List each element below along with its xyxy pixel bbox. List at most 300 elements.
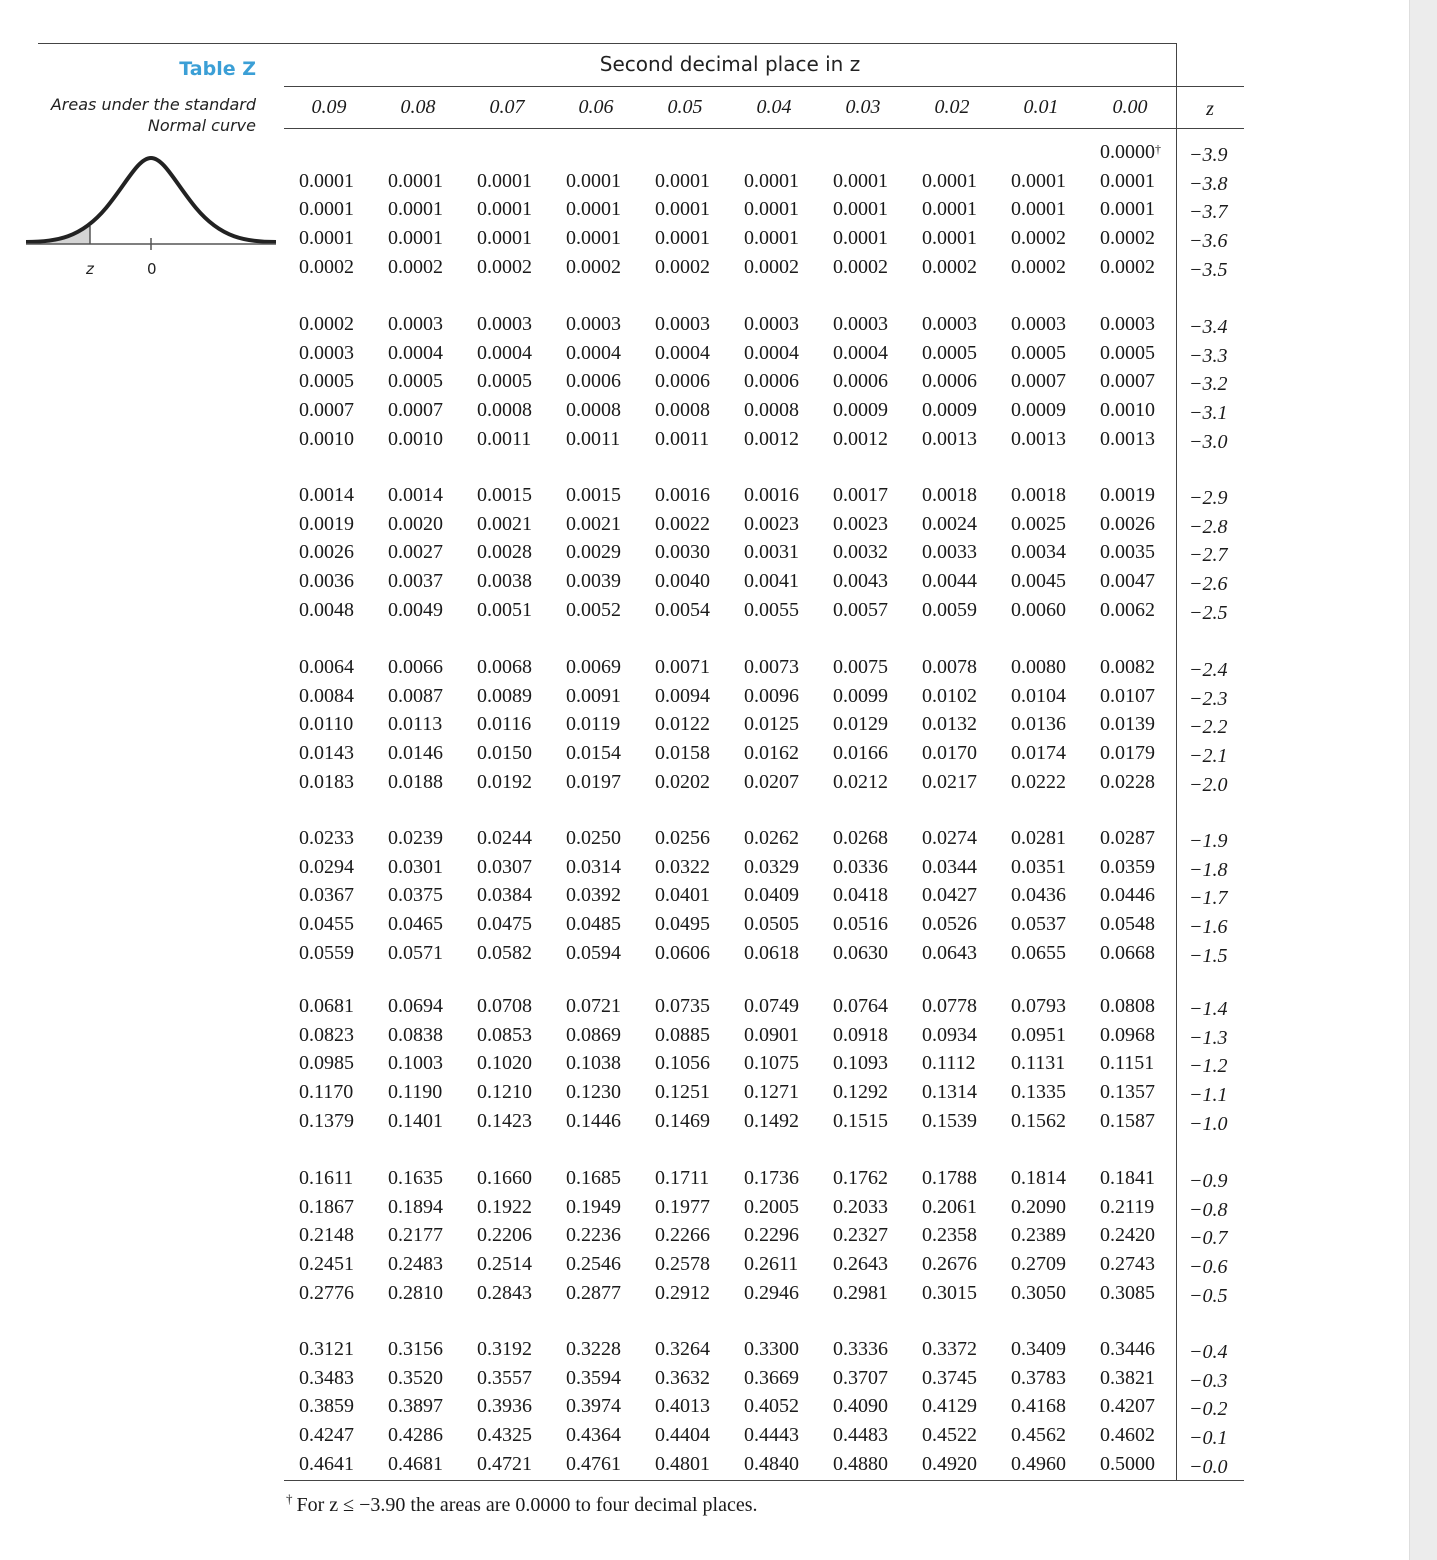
bottom-rule — [284, 1480, 1244, 1481]
table-cell: 0.3300 — [744, 1338, 799, 1360]
table-cell: 0.0001 — [922, 198, 977, 221]
table-cell: 0.0014 — [388, 484, 443, 506]
table-cell: 0.1335 — [1011, 1081, 1066, 1104]
table-cell: 0.0001 — [744, 169, 799, 192]
table-cell: 0.0150 — [477, 742, 532, 765]
table-cell: 0.0002 — [477, 255, 532, 278]
table-cell: 0.0038 — [477, 570, 532, 593]
table-title: Table Z — [179, 58, 256, 80]
table-cell: 0.0023 — [833, 512, 888, 535]
table-cell: 0.0001 — [299, 227, 354, 250]
table-cell: 0.3632 — [655, 1366, 710, 1389]
table-cell: 0.1357 — [1100, 1081, 1155, 1104]
scrollbar[interactable] — [1409, 0, 1437, 1560]
table-cell: 0.2033 — [833, 1195, 888, 1218]
table-cell: 0.0021 — [477, 512, 532, 535]
table-cell: 0.1056 — [655, 1052, 710, 1075]
table-cell: 0.0571 — [388, 941, 443, 964]
table-cell: 0.0166 — [833, 742, 888, 765]
table-cell: 0.5000 — [1100, 1452, 1155, 1475]
table-cell: 0.1611 — [299, 1167, 354, 1189]
heading-rule — [284, 86, 1244, 87]
table-cell: 0.0004 — [655, 341, 710, 364]
table-cell: 0.0548 — [1100, 913, 1155, 936]
table-cell: 0.0001 — [1011, 169, 1066, 192]
table-cell: 0.0003 — [744, 313, 799, 335]
table-cell: 0.3372 — [922, 1338, 977, 1360]
table-cell: 0.1003 — [388, 1052, 443, 1075]
table-cell: 0.2946 — [744, 1281, 799, 1304]
z-row-label: −3.9 — [1189, 144, 1228, 166]
table-cell: 0.0392 — [566, 884, 621, 907]
table-cell: 0.0001 — [1100, 198, 1155, 221]
table-cell: 0.1038 — [566, 1052, 621, 1075]
table-cell: 0.2810 — [388, 1281, 443, 1304]
table-cell: 0.0017 — [833, 484, 888, 506]
table-cell: 0.4602 — [1100, 1424, 1155, 1447]
z-row-label: −1.9 — [1189, 830, 1228, 852]
curve-z-label: z — [86, 260, 94, 278]
table-cell: 0.1314 — [922, 1081, 977, 1104]
table-cell: 0.0344 — [922, 855, 977, 878]
table-cell: 0.2061 — [922, 1195, 977, 1218]
table-cell: 0.2148 — [299, 1224, 354, 1247]
table-cell: 0.0618 — [744, 941, 799, 964]
table-cell: 0.1230 — [566, 1081, 621, 1104]
table-cell: 0.0968 — [1100, 1023, 1155, 1046]
table-cell: 0.0068 — [477, 656, 532, 678]
table-cell: 0.0262 — [744, 827, 799, 849]
table-cell: 0.1762 — [833, 1167, 888, 1189]
table-cell: 0.0307 — [477, 855, 532, 878]
dagger-mark: † — [1155, 142, 1161, 156]
table-cell: 0.0010 — [1100, 399, 1155, 422]
table-cell: 0.0099 — [833, 684, 888, 707]
table-cell: 0.0655 — [1011, 941, 1066, 964]
table-cell: 0.0643 — [922, 941, 977, 964]
table-cell: 0.0002 — [1011, 227, 1066, 250]
table-cell: 0.1587 — [1100, 1109, 1155, 1132]
table-cell: 0.4013 — [655, 1395, 710, 1418]
table-cell: 0.3745 — [922, 1366, 977, 1389]
z-row-label: −1.2 — [1189, 1055, 1228, 1078]
table-cell: 0.0001 — [655, 169, 710, 192]
table-cell: 0.4721 — [477, 1452, 532, 1475]
table-cell: 0.0005 — [1011, 341, 1066, 364]
table-cell: 0.0002 — [655, 255, 710, 278]
table-cell: 0.1075 — [744, 1052, 799, 1075]
table-cell: 0.0359 — [1100, 855, 1155, 878]
column-header: 0.06 — [578, 96, 614, 118]
table-cell: 0.0006 — [744, 370, 799, 393]
table-cell: 0.0001 — [566, 198, 621, 221]
table-cell: 0.1492 — [744, 1109, 799, 1132]
table-cell: 0.0202 — [655, 770, 710, 793]
table-cell: 0.0041 — [744, 570, 799, 593]
table-cell: 0.0154 — [566, 742, 621, 765]
bell-curve — [26, 158, 276, 242]
table-cell: 0.0170 — [922, 742, 977, 765]
table-cell: 0.0055 — [744, 598, 799, 621]
table-cell: 0.0329 — [744, 855, 799, 878]
table-cell: 0.0023 — [744, 512, 799, 535]
table-cell: 0.0018 — [922, 484, 977, 506]
column-header: 0.07 — [489, 96, 525, 118]
z-row-label: −3.2 — [1189, 373, 1228, 396]
table-cell: 0.1867 — [299, 1195, 354, 1218]
table-cell: 0.3050 — [1011, 1281, 1066, 1304]
table-cell: 0.0001 — [922, 169, 977, 192]
table-cell: 0.1190 — [388, 1081, 443, 1104]
table-cell: 0.0037 — [388, 570, 443, 593]
table-cell: 0.0197 — [566, 770, 621, 793]
table-cell: 0.1131 — [1011, 1052, 1066, 1075]
table-cell: 0.4920 — [922, 1452, 977, 1475]
table-cell: 0.3228 — [566, 1338, 621, 1360]
table-cell: 0.1711 — [655, 1167, 710, 1189]
table-cell: 0.0217 — [922, 770, 977, 793]
table-cell: 0.0721 — [566, 995, 621, 1017]
table-cell: 0.1469 — [655, 1109, 710, 1132]
z-row-label: −1.4 — [1189, 998, 1228, 1020]
table-cell: 0.0001 — [1011, 198, 1066, 221]
table-cell: 0.3821 — [1100, 1366, 1155, 1389]
table-cell: 0.1977 — [655, 1195, 710, 1218]
table-cell: 0.0036 — [299, 570, 354, 593]
table-cell: 0.4052 — [744, 1395, 799, 1418]
table-cell: 0.0027 — [388, 541, 443, 564]
table-cell: 0.4483 — [833, 1424, 888, 1447]
table-cell: 0.0122 — [655, 713, 710, 736]
table-cell: 0.0026 — [1100, 512, 1155, 535]
table-cell: 0.0007 — [1011, 370, 1066, 393]
table-cell: 0.4562 — [1011, 1424, 1066, 1447]
table-cell: 0.2420 — [1100, 1224, 1155, 1247]
curve-zero-label: 0 — [147, 260, 157, 278]
table-cell: 0.1949 — [566, 1195, 621, 1218]
table-cell: 0.0002 — [388, 255, 443, 278]
table-cell: 0.0793 — [1011, 995, 1066, 1017]
z-row-label: −3.7 — [1189, 201, 1228, 224]
table-cell: 0.2236 — [566, 1224, 621, 1247]
table-cell: 0.0004 — [744, 341, 799, 364]
table-cell: 0.0465 — [388, 913, 443, 936]
table-cell: 0.0047 — [1100, 570, 1155, 593]
table-cell: 0.0005 — [299, 370, 354, 393]
table-cell: 0.2611 — [744, 1253, 799, 1276]
table-cell: 0.2709 — [1011, 1253, 1066, 1276]
table-cell: 0.4522 — [922, 1424, 977, 1447]
table-cell: 0.0010 — [299, 427, 354, 450]
table-cell: 0.2483 — [388, 1253, 443, 1276]
table-cell: 0.1446 — [566, 1109, 621, 1132]
table-cell: 0.0001 — [388, 169, 443, 192]
table-cell: 0.1292 — [833, 1081, 888, 1104]
table-cell: 0.0034 — [1011, 541, 1066, 564]
table-cell: 0.4325 — [477, 1424, 532, 1447]
table-cell: 0.0505 — [744, 913, 799, 936]
table-cell: 0.0069 — [566, 656, 621, 678]
table-cell: 0.0001 — [299, 169, 354, 192]
table-cell: 0.0336 — [833, 855, 888, 878]
table-cell: 0.0043 — [833, 570, 888, 593]
table-cell: 0.1210 — [477, 1081, 532, 1104]
table-cell: 0.2005 — [744, 1195, 799, 1218]
table-cell: 0.4840 — [744, 1452, 799, 1475]
table-cell: 0.4129 — [922, 1395, 977, 1418]
table-cell: 0.0823 — [299, 1023, 354, 1046]
table-cell: 0.1251 — [655, 1081, 710, 1104]
table-cell: 0.4404 — [655, 1424, 710, 1447]
z-row-label: −3.0 — [1189, 430, 1228, 453]
table-cell: 0.0082 — [1100, 656, 1155, 678]
z-row-label: −3.6 — [1189, 230, 1228, 253]
z-row-label: −0.7 — [1189, 1227, 1228, 1250]
table-cell: 0.0025 — [1011, 512, 1066, 535]
column-header: 0.09 — [311, 96, 347, 118]
table-cell: 0.0606 — [655, 941, 710, 964]
table-cell: 0.0367 — [299, 884, 354, 907]
table-cell: 0.2296 — [744, 1224, 799, 1247]
table-cell: 0.3783 — [1011, 1366, 1066, 1389]
table-cell: 0.1271 — [744, 1081, 799, 1104]
table-cell: 0.0268 — [833, 827, 888, 849]
table-cell: 0.0012 — [744, 427, 799, 450]
table-cell: 0.0001 — [922, 227, 977, 250]
table-cell: 0.0129 — [833, 713, 888, 736]
table-cell: 0.0029 — [566, 541, 621, 564]
column-header: 0.02 — [934, 96, 970, 118]
table-cell: 0.1562 — [1011, 1109, 1066, 1132]
table-cell: 0.2776 — [299, 1281, 354, 1304]
table-cell: 0.3594 — [566, 1366, 621, 1389]
table-cell: 0.1736 — [744, 1167, 799, 1189]
table-cell: 0.0735 — [655, 995, 710, 1017]
table-cell: 0.0011 — [477, 427, 532, 450]
table-cell: 0.3936 — [477, 1395, 532, 1418]
table-cell: 0.1401 — [388, 1109, 443, 1132]
table-cell: 0.2389 — [1011, 1224, 1066, 1247]
table-cell: 0.0019 — [299, 512, 354, 535]
second-decimal-heading: Second decimal place in z — [599, 52, 861, 76]
top-rule-main — [284, 43, 1176, 44]
table-cell: 0.0003 — [299, 341, 354, 364]
table-cell: 0.0004 — [388, 341, 443, 364]
table-cell: 0.0004 — [833, 341, 888, 364]
table-cell: 0.0005 — [1100, 341, 1155, 364]
table-cell: 0.0011 — [655, 427, 710, 450]
table-cell: 0.0002 — [299, 313, 354, 335]
table-cell: 0.4207 — [1100, 1395, 1155, 1418]
z-row-label: −0.8 — [1189, 1198, 1228, 1221]
z-column-header: z — [1206, 98, 1214, 120]
table-cell: 0.1515 — [833, 1109, 888, 1132]
table-cell: 0.0008 — [566, 399, 621, 422]
table-cell: 0.0005 — [922, 341, 977, 364]
z-row-label: −1.3 — [1189, 1026, 1228, 1049]
table-cell: 0.2843 — [477, 1281, 532, 1304]
z-row-label: −2.1 — [1189, 745, 1228, 768]
footnote-mark: † — [286, 1491, 293, 1506]
table-cell: 0.0885 — [655, 1023, 710, 1046]
table-cell: 0.0136 — [1011, 713, 1066, 736]
table-cell: 0.0495 — [655, 913, 710, 936]
table-cell: 0.0401 — [655, 884, 710, 907]
table-cell: 0.0207 — [744, 770, 799, 793]
table-cell: 0.0013 — [1100, 427, 1155, 450]
table-cell: 0.2327 — [833, 1224, 888, 1247]
z-row-label: −2.6 — [1189, 573, 1228, 596]
table-cell: 0.2090 — [1011, 1195, 1066, 1218]
table-cell: 0.0436 — [1011, 884, 1066, 907]
table-cell: 0.0475 — [477, 913, 532, 936]
table-cell: 0.4090 — [833, 1395, 888, 1418]
table-cell: 0.0004 — [477, 341, 532, 364]
table-cell: 0.0244 — [477, 827, 532, 849]
table-cell: 0.0013 — [922, 427, 977, 450]
table-cell: 0.1635 — [388, 1167, 443, 1189]
table-cell: 0.0274 — [922, 827, 977, 849]
z-row-label: −2.9 — [1189, 487, 1228, 509]
table-cell: 0.0000† — [1100, 141, 1161, 163]
table-cell: 0.0075 — [833, 656, 888, 678]
table-cell: 0.4761 — [566, 1452, 621, 1475]
table-cell: 0.0559 — [299, 941, 354, 964]
table-cell: 0.2546 — [566, 1253, 621, 1276]
table-cell: 0.2206 — [477, 1224, 532, 1247]
table-cell: 0.0002 — [1011, 255, 1066, 278]
table-cell: 0.3192 — [477, 1338, 532, 1360]
column-header: 0.01 — [1023, 96, 1059, 118]
table-cell: 0.0044 — [922, 570, 977, 593]
table-cell: 0.0174 — [1011, 742, 1066, 765]
table-cell: 0.4168 — [1011, 1395, 1066, 1418]
table-cell: 0.0808 — [1100, 995, 1155, 1017]
table-cell: 0.0116 — [477, 713, 532, 736]
z-row-label: −2.7 — [1189, 544, 1228, 567]
table-cell: 0.0668 — [1100, 941, 1155, 964]
z-row-label: −1.0 — [1189, 1112, 1228, 1135]
table-cell: 0.0089 — [477, 684, 532, 707]
table-cell: 0.2358 — [922, 1224, 977, 1247]
column-header: 0.03 — [845, 96, 881, 118]
table-cell: 0.0060 — [1011, 598, 1066, 621]
table-cell: 0.0049 — [388, 598, 443, 621]
table-cell: 0.0002 — [922, 255, 977, 278]
z-row-label: −0.3 — [1189, 1369, 1228, 1392]
table-cell: 0.0001 — [744, 198, 799, 221]
table-cell: 0.0778 — [922, 995, 977, 1017]
table-cell: 0.0014 — [299, 484, 354, 506]
table-cell: 0.0080 — [1011, 656, 1066, 678]
table-cell: 0.0113 — [388, 713, 443, 736]
table-cell: 0.0838 — [388, 1023, 443, 1046]
table-cell: 0.0212 — [833, 770, 888, 793]
table-cell: 0.0059 — [922, 598, 977, 621]
footnote — [286, 1491, 758, 1517]
table-cell: 0.0009 — [1011, 399, 1066, 422]
table-cell: 0.0001 — [388, 198, 443, 221]
table-cell: 0.0066 — [388, 656, 443, 678]
table-cell: 0.0001 — [566, 227, 621, 250]
table-cell: 0.4681 — [388, 1452, 443, 1475]
table-cell: 0.0007 — [1100, 370, 1155, 393]
table-cell: 0.0001 — [1100, 169, 1155, 192]
table-cell: 0.0107 — [1100, 684, 1155, 707]
table-cell: 0.0853 — [477, 1023, 532, 1046]
table-cell: 0.0051 — [477, 598, 532, 621]
table-cell: 0.0094 — [655, 684, 710, 707]
table-cell: 0.3121 — [299, 1338, 354, 1360]
table-cell: 0.0008 — [655, 399, 710, 422]
table-cell: 0.4641 — [299, 1452, 354, 1475]
table-cell: 0.0030 — [655, 541, 710, 564]
table-cell: 0.3859 — [299, 1395, 354, 1418]
table-cell: 0.1660 — [477, 1167, 532, 1189]
table-cell: 0.0188 — [388, 770, 443, 793]
table-cell: 0.0012 — [833, 427, 888, 450]
table-cell: 0.3085 — [1100, 1281, 1155, 1304]
z-row-label: −0.5 — [1189, 1284, 1228, 1307]
table-cell: 0.1788 — [922, 1167, 977, 1189]
table-cell: 0.2578 — [655, 1253, 710, 1276]
table-cell: 0.0139 — [1100, 713, 1155, 736]
table-cell: 0.0010 — [388, 427, 443, 450]
table-cell: 0.3156 — [388, 1338, 443, 1360]
z-row-label: −3.1 — [1189, 402, 1228, 425]
table-cell: 0.0003 — [833, 313, 888, 335]
table-cell: 0.0537 — [1011, 913, 1066, 936]
z-row-label: −0.9 — [1189, 1170, 1228, 1192]
table-cell: 0.0003 — [477, 313, 532, 335]
table-cell: 0.0233 — [299, 827, 354, 849]
table-cell: 0.0021 — [566, 512, 621, 535]
table-cell: 0.0006 — [922, 370, 977, 393]
table-cell: 0.1020 — [477, 1052, 532, 1075]
table-cell: 0.0003 — [566, 313, 621, 335]
table-cell: 0.0071 — [655, 656, 710, 678]
table-cell: 0.0322 — [655, 855, 710, 878]
table-cell: 0.0281 — [1011, 827, 1066, 849]
table-cell: 0.0582 — [477, 941, 532, 964]
table-cell: 0.0001 — [833, 169, 888, 192]
table-cell: 0.0006 — [833, 370, 888, 393]
table-cell: 0.0351 — [1011, 855, 1066, 878]
table-cell: 0.0143 — [299, 742, 354, 765]
table-cell: 0.0158 — [655, 742, 710, 765]
z-row-label: −3.4 — [1189, 316, 1228, 338]
z-row-label: −1.6 — [1189, 916, 1228, 939]
table-cell: 0.0694 — [388, 995, 443, 1017]
table-cell: 0.0384 — [477, 884, 532, 907]
table-cell: 0.0455 — [299, 913, 354, 936]
table-cell: 0.0002 — [833, 255, 888, 278]
table-cell: 0.0749 — [744, 995, 799, 1017]
table-cell: 0.1093 — [833, 1052, 888, 1075]
table-cell: 0.0073 — [744, 656, 799, 678]
table-cell: 0.0052 — [566, 598, 621, 621]
table-cell: 0.0901 — [744, 1023, 799, 1046]
table-cell: 0.0011 — [566, 427, 621, 450]
table-cell: 0.0256 — [655, 827, 710, 849]
table-cell: 0.4960 — [1011, 1452, 1066, 1475]
z-row-label: −2.0 — [1189, 773, 1228, 796]
z-row-label: −2.4 — [1189, 659, 1228, 681]
table-cell: 0.0002 — [299, 255, 354, 278]
table-cell: 0.0287 — [1100, 827, 1155, 849]
table-cell: 0.2266 — [655, 1224, 710, 1247]
table-cell: 0.0934 — [922, 1023, 977, 1046]
